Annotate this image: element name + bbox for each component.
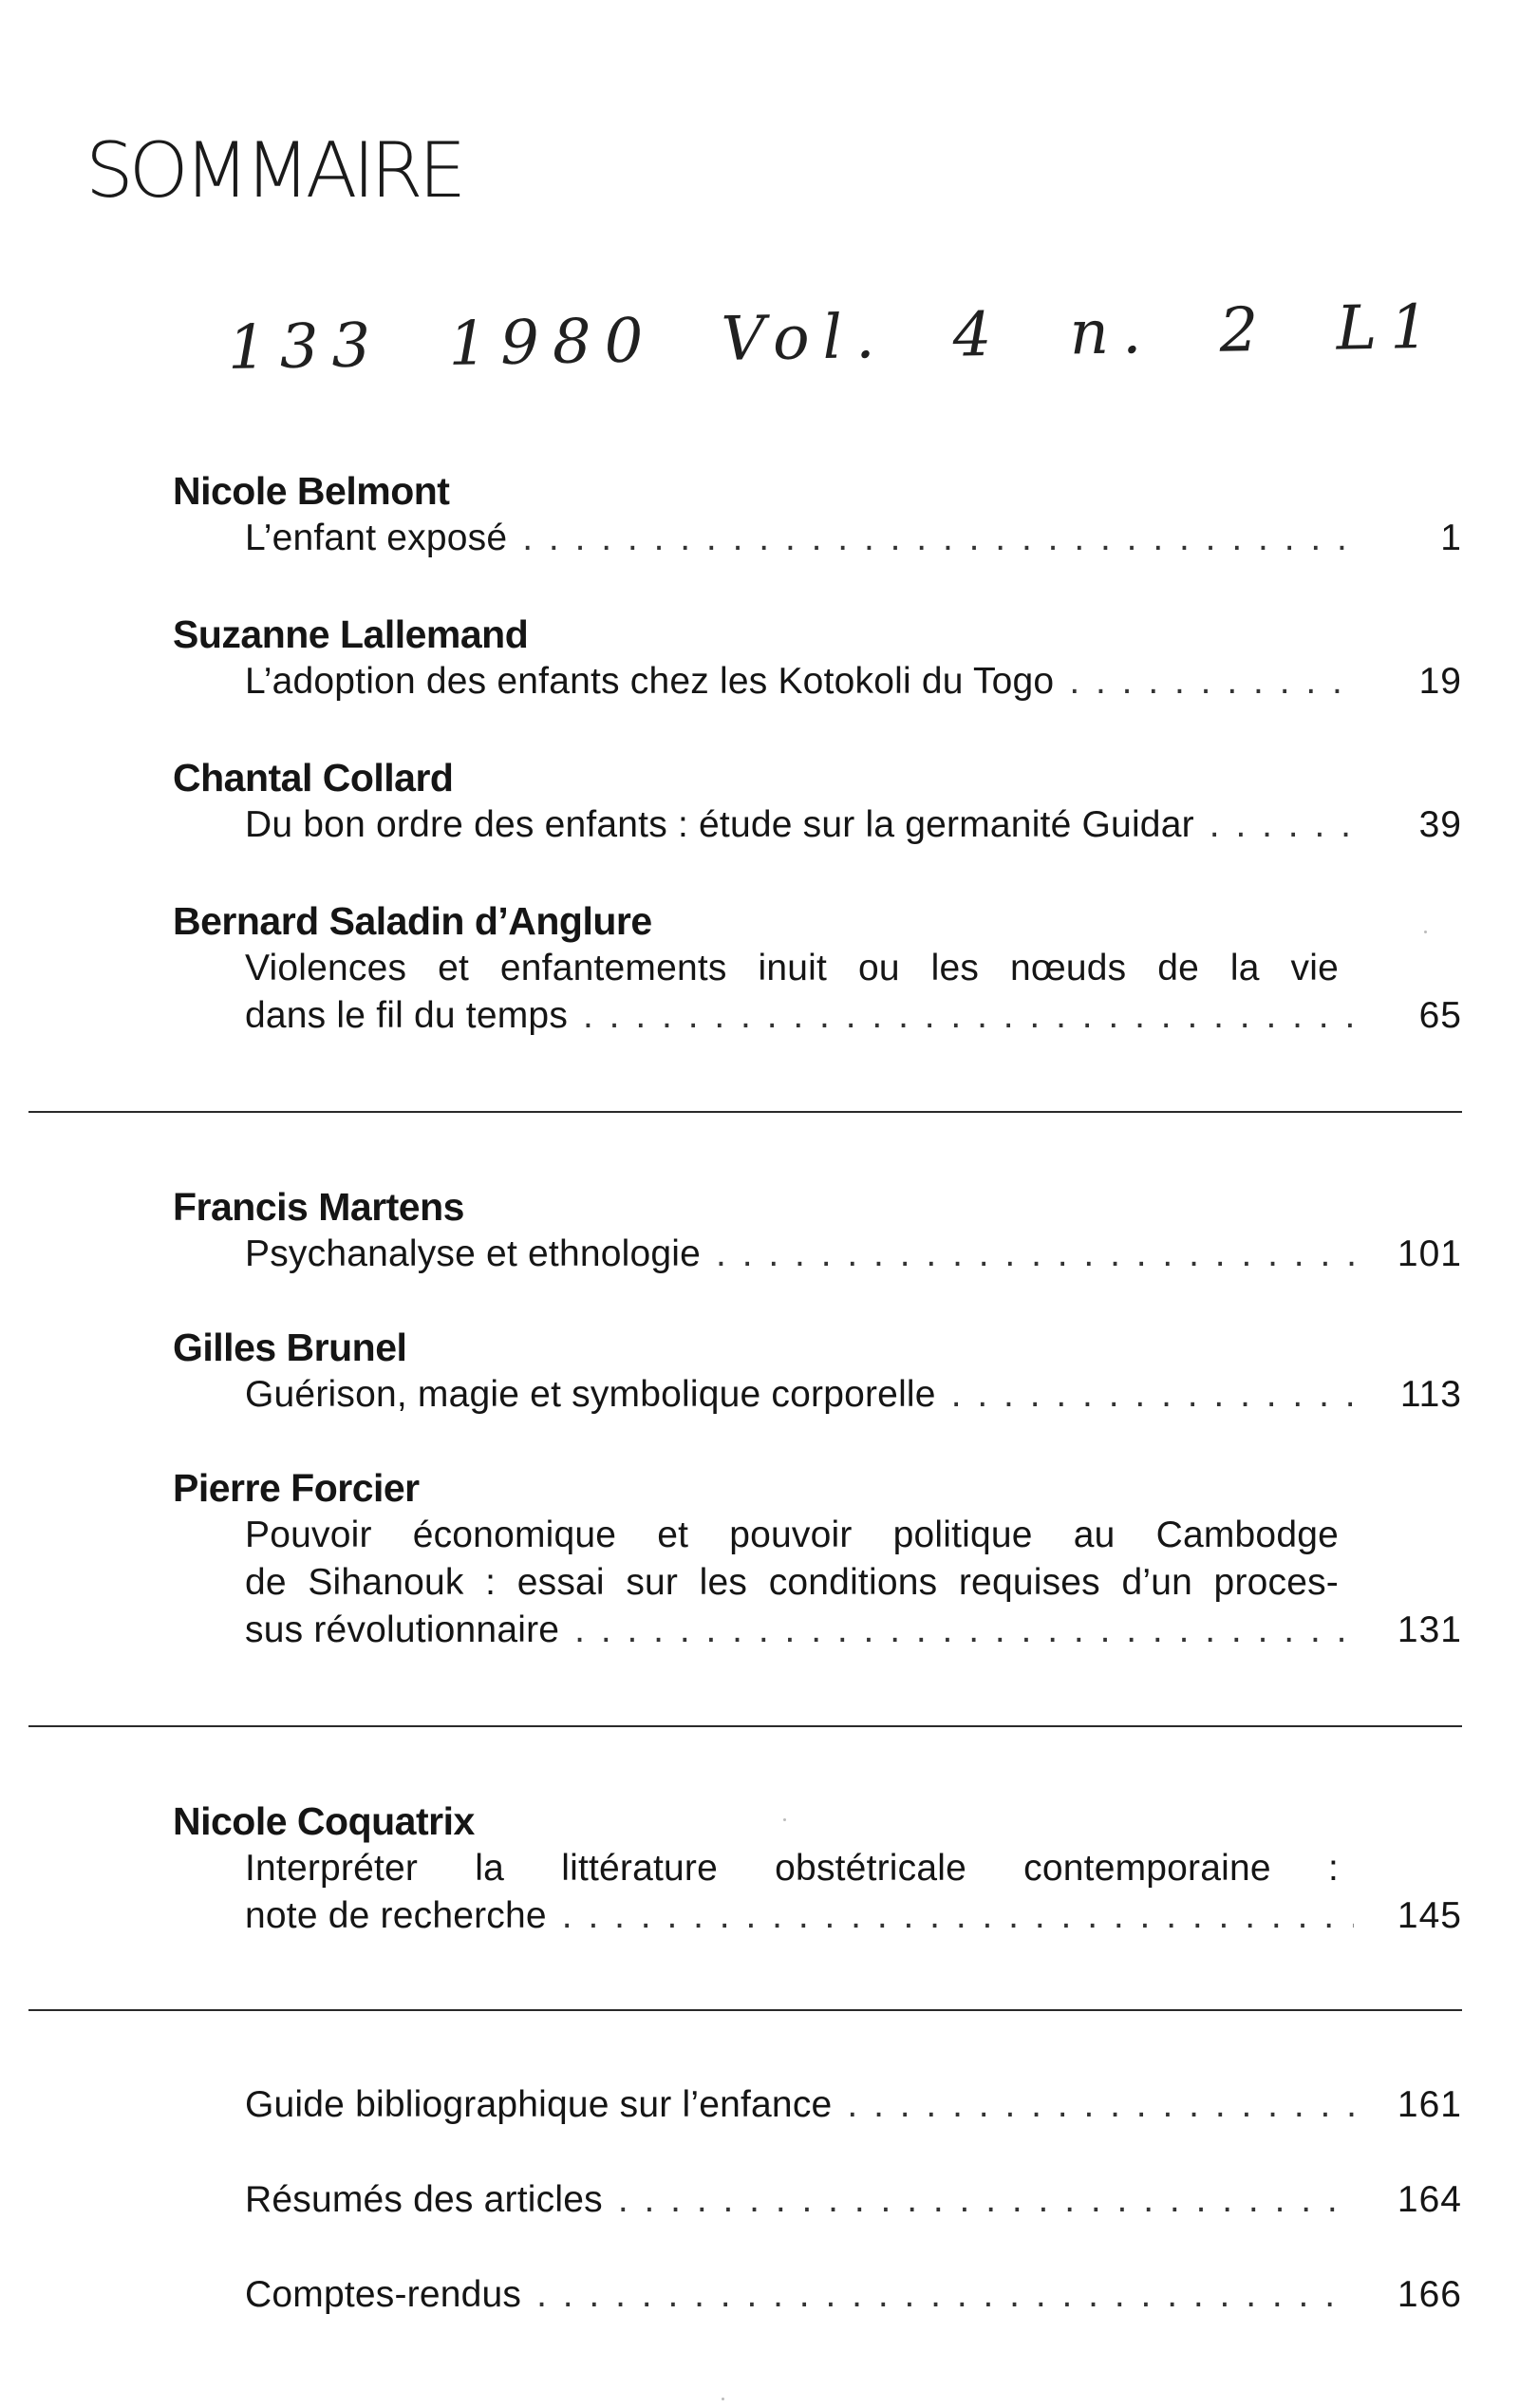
toc-entry-comptes-rendus — [245, 2271, 1462, 2319]
author-name: Nicole Coquatrix — [173, 1799, 475, 1843]
title-line: Psychanalyse et ethnologie — [245, 1233, 702, 1274]
title-line: Du bon ordre des enfants : étude sur la germanité Guidar — [245, 804, 1194, 845]
title-line: L’enfant exposé — [245, 517, 508, 558]
page-number: 39 — [1418, 804, 1462, 845]
toc-entry-saladin — [173, 897, 1462, 1040]
title-line: sus révolutionnaire — [245, 1609, 560, 1650]
article-title — [245, 801, 1462, 849]
toc-entry-belmont — [173, 467, 1462, 562]
dot-leader — [1210, 801, 1354, 849]
leader-line — [245, 1892, 1462, 1940]
dot-leader — [618, 2176, 1354, 2224]
page-number: 166 — [1397, 2274, 1462, 2315]
toc-entry-resumes — [245, 2176, 1462, 2224]
dot-leader — [951, 1371, 1354, 1419]
title-line: Interpréter la littérature obstétricale contemporaine : — [245, 1848, 1339, 1889]
section-divider — [28, 1111, 1462, 1113]
handwritten-annotation: 133 1980 Vol. 4 n. 2 L1 — [227, 292, 1443, 384]
dot-leader — [574, 1607, 1354, 1654]
toc-entry-lallemand — [173, 611, 1462, 705]
entry-label: Résumés des articles — [245, 2179, 603, 2220]
leader-line — [245, 1607, 1462, 1654]
author-name: Francis Martens — [173, 1185, 464, 1229]
author-name: Gilles Brunel — [173, 1326, 407, 1369]
article-title — [245, 1512, 1462, 1654]
leader-line — [245, 2081, 1462, 2129]
article-title — [245, 1845, 1462, 1940]
leader-line — [245, 801, 1462, 849]
toc-entry-forcier — [173, 1464, 1462, 1654]
scan-speck — [783, 1818, 786, 1821]
author-name: Pierre Forcier — [173, 1466, 420, 1510]
toc-entry-collard — [173, 754, 1462, 849]
article-title — [245, 945, 1462, 1040]
title-line: Violences et enfantements inuit ou les nœuds de la vie — [245, 948, 1339, 988]
page-number: 19 — [1418, 661, 1462, 702]
article-title — [245, 1231, 1462, 1278]
author-name: Suzanne Lallemand — [173, 612, 529, 656]
title-line: L’adoption des enfants chez les Kotokoli du Togo — [245, 661, 1055, 702]
dot-leader — [522, 515, 1354, 562]
dot-leader — [583, 992, 1354, 1040]
page-number: 164 — [1397, 2179, 1462, 2220]
page-number: 161 — [1397, 2084, 1462, 2125]
title-line: note de recherche — [245, 1895, 547, 1936]
leader-line — [245, 992, 1462, 1040]
section-divider — [28, 1725, 1462, 1727]
toc-entry-coquatrix — [173, 1797, 1462, 1940]
leader-line — [245, 658, 1462, 705]
dot-leader — [716, 1231, 1354, 1278]
page-number: 1 — [1440, 517, 1462, 558]
page-title: SOMMAIRE — [85, 126, 462, 215]
title-line: Pouvoir économique et pouvoir politique au Cambodge — [245, 1514, 1339, 1555]
dot-leader — [1069, 658, 1354, 705]
article-title — [245, 1371, 1462, 1419]
entry-label: Comptes-rendus — [245, 2274, 522, 2315]
leader-line — [245, 515, 1462, 562]
author-name: Bernard Saladin d’Anglure — [173, 899, 652, 943]
title-line: de Sihanouk : essai sur les conditions requises d’un proces- — [245, 1562, 1339, 1603]
section-divider — [28, 2009, 1462, 2011]
entry-label: Guide bibliographique sur l’enfance — [245, 2084, 833, 2125]
leader-line — [245, 2271, 1462, 2319]
page-number: 65 — [1418, 995, 1462, 1036]
title-line: Guérison, magie et symbolique corporelle — [245, 1374, 936, 1415]
author-name: Nicole Belmont — [173, 469, 450, 513]
article-title — [245, 515, 1462, 562]
dot-leader — [562, 1892, 1354, 1940]
page-number: 101 — [1397, 1233, 1462, 1274]
leader-line — [245, 1371, 1462, 1419]
scan-speck — [722, 2398, 724, 2400]
dot-leader — [847, 2081, 1354, 2129]
toc-entry-guide — [245, 2081, 1462, 2129]
page-number: 131 — [1397, 1609, 1462, 1650]
page-number: 113 — [1399, 1374, 1462, 1415]
title-line: dans le fil du temps — [245, 995, 569, 1036]
dot-leader — [536, 2271, 1354, 2319]
author-name: Chantal Collard — [173, 756, 454, 800]
leader-line — [245, 1231, 1462, 1278]
scan-speck — [1424, 931, 1427, 933]
leader-line — [245, 2176, 1462, 2224]
page-number: 145 — [1397, 1895, 1462, 1936]
toc-entry-brunel — [173, 1324, 1462, 1419]
toc-entry-martens — [173, 1183, 1462, 1278]
article-title — [245, 658, 1462, 705]
